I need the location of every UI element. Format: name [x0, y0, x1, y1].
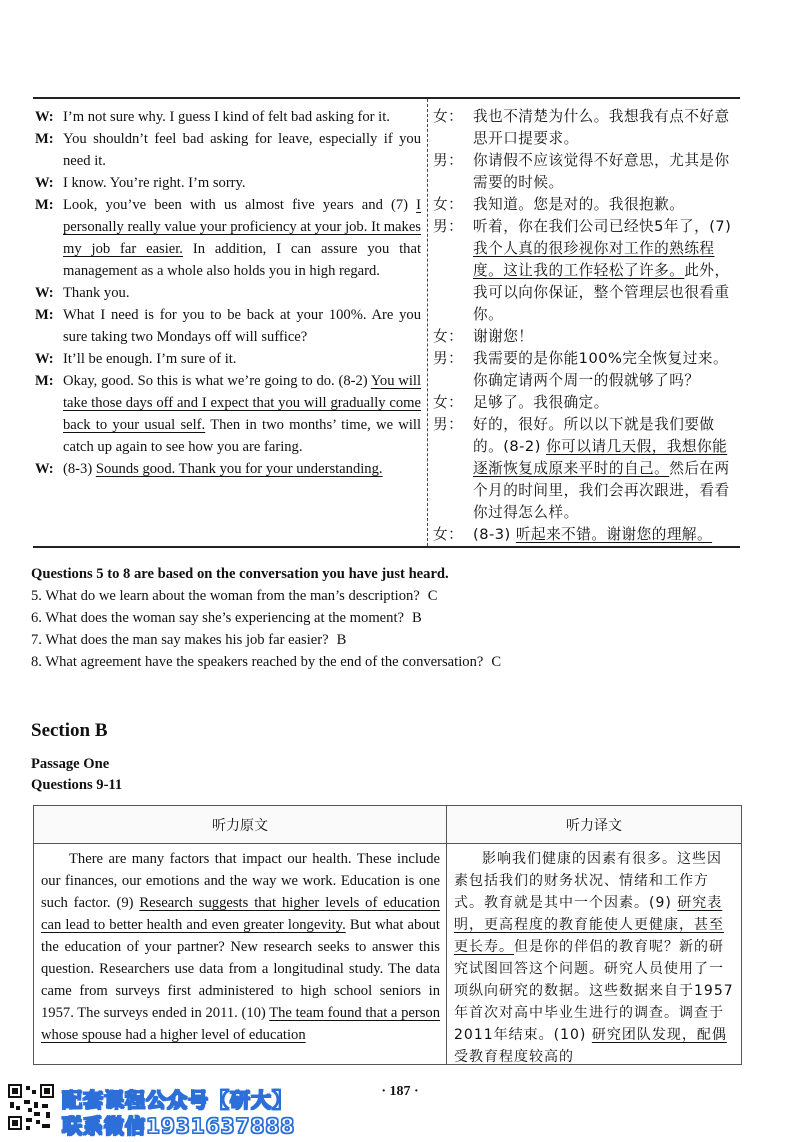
underlined-answer: Sounds good. Thank you for your understanding.: [95, 461, 383, 477]
underlined-answer: Research suggests that higher levels of education can lead to better health and even greater longevity.: [41, 895, 440, 933]
qr-code-icon: [6, 1082, 56, 1132]
column-divider: [427, 99, 428, 546]
passage-chinese-text: 影响我们健康的因素有很多。这些因素包括我们的财务状况、情绪和工作方式。教育就是其中一个因素。(9) 研究表明，更高程度的教育能使人更健康，甚至更长寿。但是你的伴侣的教育呢？新的研究试图回答这个问题。研究人员使用了一项纵向研究的数据。这些数据来自于1957年首次对高中毕业生进行的调查。调查于2011年结束。(10) 研究团队发现，配偶受教育程度较高的: [454, 851, 734, 1065]
dialogue-line: W: I’m not sure why. I guess I kind of felt bad asking for it.: [35, 109, 390, 125]
promo-line-1: 配套课程公众号【研大】: [62, 1088, 293, 1112]
dialogue-line: 女： (8-3) 听起来不错。谢谢您的理解。: [433, 526, 713, 543]
dialogue-line: 女： 我也不清楚为什么。我想我有点不好意思开口提要求。: [433, 108, 730, 147]
dialogue-chinese-column: [433, 99, 738, 546]
passage-english-text: There are many factors that impact our health. These include our finances, our emotions and the way we work. Education is one such factor. (9) Research suggests that higher levels of education can lead to better health and even greater longevity. But what about the education of your partner? New research seeks to answer this question. Researchers use data from a longitudinal study. The data came from surveys first administered to high school seniors in 1957. The surveys ended in 2011. (10) The team found that a person whose spouse had a higher level of education: [41, 851, 440, 1043]
underlined-answer: 我个人真的很珍视你对工作的熟练程度。这让我的工作轻松了许多。: [473, 240, 715, 279]
answer-letter: C: [427, 588, 438, 604]
dialogue-table: [33, 97, 740, 548]
question-item: 5. What do we learn about the woman from the man’s description? C: [31, 588, 438, 604]
dialogue-line: M: Okay, good. So this is what we’re going to do. (8-2) You will take those days off and I expect that you will gradually come back to your usual self. Then in two months’ time, we will catch up again to see how you are faring.: [35, 373, 422, 455]
page-number: · 187 ·: [381, 1084, 419, 1099]
header-translation: 听力译文: [566, 818, 622, 834]
question-item: 8. What agreement have the speakers reached by the end of the conversation? C: [31, 654, 502, 670]
dialogue-line: M: Look, you’ve been with us almost five years and (7) I personally really value your proficiency at your job. It makes my job far easier. In addition, I can assure you that management as a whole also holds you in high regard.: [35, 197, 422, 279]
answer-letter: B: [336, 632, 347, 648]
dialogue-line: 女： 我知道。您是对的。我很抱歉。: [433, 196, 685, 213]
question-item: 6. What does the woman say she’s experiencing at the moment? B: [31, 610, 422, 626]
passage-column-divider: [446, 806, 447, 1064]
dialogue-line: M: What I need is for you to be back at your 100%. Are you sure taking two Mondays off will suffice?: [35, 307, 421, 345]
answer-letter: B: [411, 610, 422, 626]
underlined-answer: The team found that a person whose spouse had a higher level of education: [41, 1005, 440, 1043]
dialogue-line: M: You shouldn’t feel bad asking for leave, especially if you need it.: [35, 131, 421, 169]
question-item: 7. What does the man say makes his job far easier? B: [31, 632, 347, 648]
passage-questions-label: Questions 9-11: [31, 777, 123, 793]
section-title: Section B: [31, 720, 108, 741]
dialogue-line: 女： 足够了。我很确定。: [433, 394, 609, 411]
dialogue-line: 女： 谢谢您！: [433, 328, 534, 345]
dialogue-line: 男： 好的，很好。所以以下就是我们要做的。(8-2) 你可以请几天假，我想你能逐渐恢复成原来平时的自己。然后在两个月的时间里，我们会再次跟进，看看你过得怎么样。: [433, 416, 730, 521]
dialogue-line: W: It’ll be enough. I’m sure of it.: [35, 351, 237, 367]
promo-line-2: 联系微信1931637888: [62, 1114, 296, 1138]
passage-table: [33, 805, 742, 1065]
header-original-text: 听力原文: [212, 818, 268, 834]
dialogue-line: W: I know. You’re right. I’m sorry.: [35, 175, 246, 191]
underlined-answer: I personally really value your proficiency at your job. It makes my job far easier.: [63, 197, 421, 257]
dialogue-english-column: [35, 99, 421, 480]
dialogue-line: W: (8-3) Sounds good. Thank you for your understanding.: [35, 461, 383, 477]
dialogue-line: 男： 你请假不应该觉得不好意思，尤其是你需要的时候。: [433, 152, 730, 191]
dialogue-line: 男： 我需要的是你能100%完全恢复过来。你确定请两个周一的假就够了吗？: [433, 350, 729, 389]
underlined-answer: 听起来不错。谢谢您的理解。: [515, 526, 713, 543]
dialogue-line: W: Thank you.: [35, 285, 130, 301]
questions-heading: Questions 5 to 8 are based on the conversation you have just heard.: [31, 566, 449, 582]
passage-title: Passage One: [31, 756, 110, 772]
underlined-answer: 研究表明，更高程度的教育能使人更健康，甚至更长寿。: [454, 895, 724, 955]
answer-letter: C: [491, 654, 502, 670]
underlined-answer: You will take those days off and I expect that you will gradually come back to your usual self.: [63, 373, 421, 433]
underlined-answer: 研究团队发现，配偶受教育程度较高的: [454, 1027, 727, 1065]
underlined-answer: 你可以请几天假，我想你能逐渐恢复成原来平时的自己。: [473, 438, 728, 477]
dialogue-line: 男： 听着，你在我们公司已经快5年了，(7) 我个人真的很珍视你对工作的熟练程度。这让我的工作轻松了许多。此外，我可以向你保证，整个管理层也很看重你。: [433, 218, 732, 323]
